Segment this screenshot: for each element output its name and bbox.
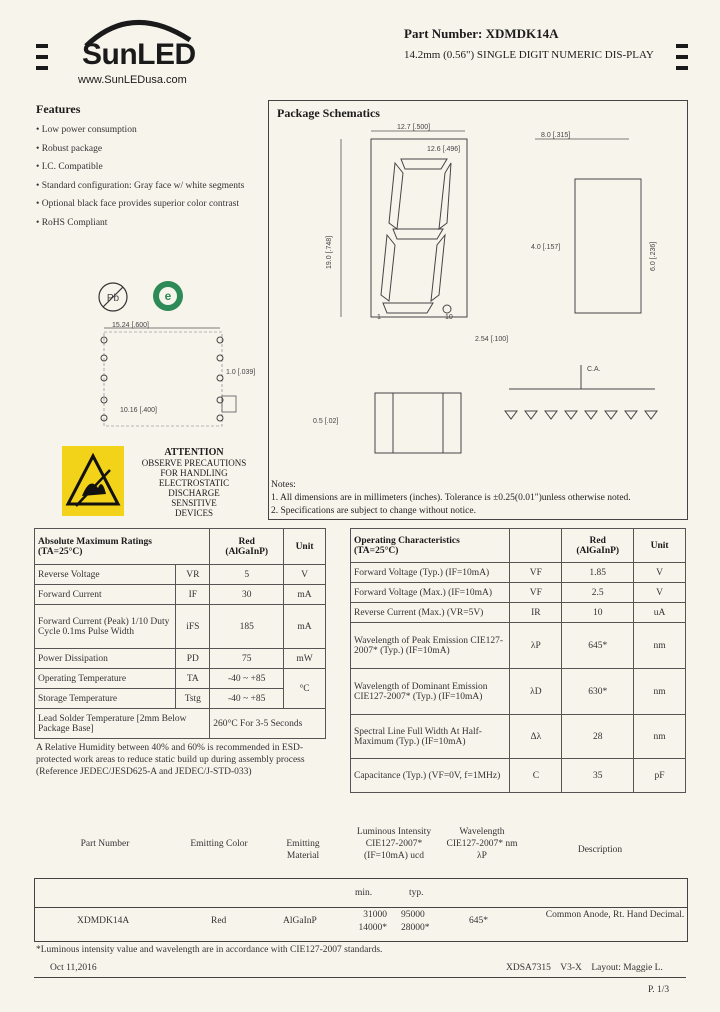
lead-free-icon bbox=[96, 280, 130, 314]
op-char-header: Operating Characteristics (TA=25°C) bbox=[351, 529, 510, 563]
header-part-number: Part Number bbox=[80, 839, 130, 849]
header-wavelength: Wavelength CIE127-2007* nm λP bbox=[446, 827, 518, 861]
esd-hand-icon bbox=[62, 446, 124, 516]
features-title: Features bbox=[36, 102, 81, 116]
table-row: Wavelength of Dominant Emission CIE127-2007* (Typ.) (IF=10mA) λD 630* nm bbox=[351, 669, 686, 715]
table-row: Forward Current IF 30 mA bbox=[35, 585, 326, 605]
logo-text: SunLED bbox=[82, 38, 196, 71]
schematics-title: Package Schematics bbox=[277, 106, 380, 120]
esd-text: ATTENTION OBSERVE PRECAUTIONS FOR HANDLING ELECTROSTATIC DISCHARGE SENSITIVE DEVICES bbox=[134, 448, 254, 518]
footer-date: Oct 11,2016 bbox=[50, 963, 97, 973]
svg-text:C.A.: C.A. bbox=[587, 366, 601, 373]
product-color: Red bbox=[211, 916, 227, 926]
svg-text:12.6 [.496]: 12.6 [.496] bbox=[427, 146, 461, 153]
schematic-drawing bbox=[269, 121, 687, 471]
svg-text:10.16 [.400]: 10.16 [.400] bbox=[120, 407, 157, 414]
svg-text:2.54 [.100]: 2.54 [.100] bbox=[475, 336, 509, 343]
operating-characteristics-table bbox=[350, 528, 686, 793]
table-row: Power Dissipation PD 75 mW bbox=[35, 649, 326, 669]
feature-item: • Optional black face provides superior color contrast bbox=[36, 195, 264, 214]
features-list bbox=[36, 121, 264, 232]
table-row: Forward Voltage (Max.) (IF=10mA) VF 2.5 V bbox=[351, 583, 686, 603]
header-luminous-intensity: Luminous Intensity CIE127-2007* (IF=10mA) ucd bbox=[356, 827, 432, 861]
table-row: Lead Solder Temperature [2mm Below Package Base] 260°C For 3-5 Seconds bbox=[35, 709, 326, 739]
abs-max-unit-header: Unit bbox=[284, 529, 326, 565]
footer-doc-number: XDSA7315 V3-X Layout: Maggie L. bbox=[506, 963, 663, 973]
notes-title: Notes: bbox=[271, 480, 296, 490]
right-header-bars bbox=[676, 44, 688, 77]
abs-max-red-header: Red (AlGaInP) bbox=[210, 529, 284, 565]
abs-max-footnote: A Relative Humidity between 40% and 60% is recommended in ESD-protected work areas to reduce static build up during assembly process (Reference JEDEC/JESD625-A and JEDEC/J-STD-033) bbox=[36, 743, 305, 777]
part-number-label: Part Number: bbox=[404, 26, 483, 41]
svg-text:15.24 [.600]: 15.24 [.600] bbox=[112, 322, 149, 329]
table-row: Reverse Voltage VR 5 V bbox=[35, 565, 326, 585]
package-schematics-panel bbox=[268, 100, 688, 520]
left-header-bars bbox=[36, 44, 48, 77]
circuit-diodes bbox=[505, 411, 657, 419]
note-1: 1. All dimensions are in millimeters (inches). Tolerance is ±0.25(0.01")unless otherwise noted. bbox=[271, 493, 631, 503]
svg-text:4.0 [.157]: 4.0 [.157] bbox=[531, 244, 561, 251]
table-row: Forward Voltage (Typ.) (IF=10mA) VF 1.85 V bbox=[351, 563, 686, 583]
eco-label: e bbox=[164, 289, 172, 303]
part-number-value: XDMDK14A bbox=[485, 26, 559, 41]
svg-text:19.0 [.748]: 19.0 [.748] bbox=[326, 235, 333, 269]
eco-compliant-icon bbox=[150, 278, 186, 314]
header-typ: typ. bbox=[409, 888, 424, 898]
feature-item: • Standard configuration: Gray face w/ white segments bbox=[36, 177, 264, 196]
feature-item: • RoHS Compliant bbox=[36, 214, 264, 233]
table-row: Operating Temperature TA -40 ~ +85 °C bbox=[35, 669, 326, 689]
table-row: Forward Current (Peak) 1/10 Duty Cycle 0.1ms Pulse Width iFS 185 mA bbox=[35, 605, 326, 649]
header-emitting-material: Emitting Material bbox=[286, 839, 320, 861]
svg-text:1.0 [.039]: 1.0 [.039] bbox=[226, 369, 256, 376]
table-row: Reverse Current (Max.) (VR=5V) IR 10 uA bbox=[351, 603, 686, 623]
product-wavelength: 645* bbox=[469, 916, 488, 926]
part-description: 14.2mm (0.56") SINGLE DIGIT NUMERIC DIS-PLAY bbox=[404, 49, 654, 61]
product-part-number: XDMDK14A bbox=[77, 916, 130, 926]
company-url[interactable]: www.SunLEDusa.com bbox=[78, 74, 187, 86]
header-min: min. bbox=[355, 888, 373, 898]
feature-item: • Robust package bbox=[36, 140, 264, 159]
product-intensity-typ: 95000 28000* bbox=[401, 910, 430, 933]
svg-text:1: 1 bbox=[377, 314, 381, 321]
features-section bbox=[36, 102, 264, 232]
dim-width-label: 12.7 [.500] bbox=[397, 124, 431, 131]
table-row: Storage Temperature Tstg -40 ~ +85 bbox=[35, 689, 326, 709]
footer-divider bbox=[34, 977, 686, 978]
svg-text:0.5 [.02]: 0.5 [.02] bbox=[313, 418, 339, 425]
sunled-logo bbox=[72, 10, 212, 90]
op-char-red-header: Red (AlGaInP) bbox=[562, 529, 634, 563]
lead-free-label: Pb bbox=[106, 293, 120, 304]
note-2: 2. Specifications are subject to change without notice. bbox=[271, 506, 476, 516]
table-row: Spectral Line Full Width At Half-Maximum (Typ.) (IF=10mA) Δλ 28 nm bbox=[351, 715, 686, 759]
op-char-unit-header: Unit bbox=[634, 529, 686, 563]
feature-item: • Low power consumption bbox=[36, 121, 264, 140]
product-material: AlGaInP bbox=[283, 916, 317, 926]
feature-item: • I.C. Compatible bbox=[36, 158, 264, 177]
part-number-title bbox=[404, 26, 559, 42]
footer-page: P. 1/3 bbox=[648, 985, 670, 995]
schematic-notes bbox=[271, 479, 685, 518]
esd-title: ATTENTION bbox=[164, 447, 224, 458]
absolute-maximum-ratings-table bbox=[34, 528, 326, 739]
table-row: Capacitance (Typ.) (VF=0V, f=1MHz) C 35 pF bbox=[351, 759, 686, 793]
abs-max-header: Absolute Maximum Ratings (TA=25°C) bbox=[35, 529, 210, 565]
esd-warning-icon bbox=[62, 446, 124, 516]
svg-text:10: 10 bbox=[445, 314, 453, 321]
svg-text:6.0 [.236]: 6.0 [.236] bbox=[650, 241, 657, 271]
display-outline bbox=[371, 139, 467, 317]
header-description: Description bbox=[577, 845, 623, 855]
bottom-view-drawing bbox=[92, 318, 262, 438]
product-selection-table bbox=[34, 878, 688, 942]
product-footnote: *Luminous intensity value and wavelength are in accordance with CIE127-2007 standards. bbox=[36, 945, 383, 955]
table-row: Wavelength of Peak Emission CIE127-2007* (Typ.) (IF=10mA) λP 645* nm bbox=[351, 623, 686, 669]
svg-text:8.0 [.315]: 8.0 [.315] bbox=[541, 132, 571, 139]
header-emitting-color: Emitting Color bbox=[190, 839, 248, 849]
product-intensity-min: 31000 14000* bbox=[358, 910, 387, 933]
digit-eight bbox=[381, 159, 451, 313]
product-description: Common Anode, Rt. Hand Decimal. bbox=[545, 910, 685, 920]
